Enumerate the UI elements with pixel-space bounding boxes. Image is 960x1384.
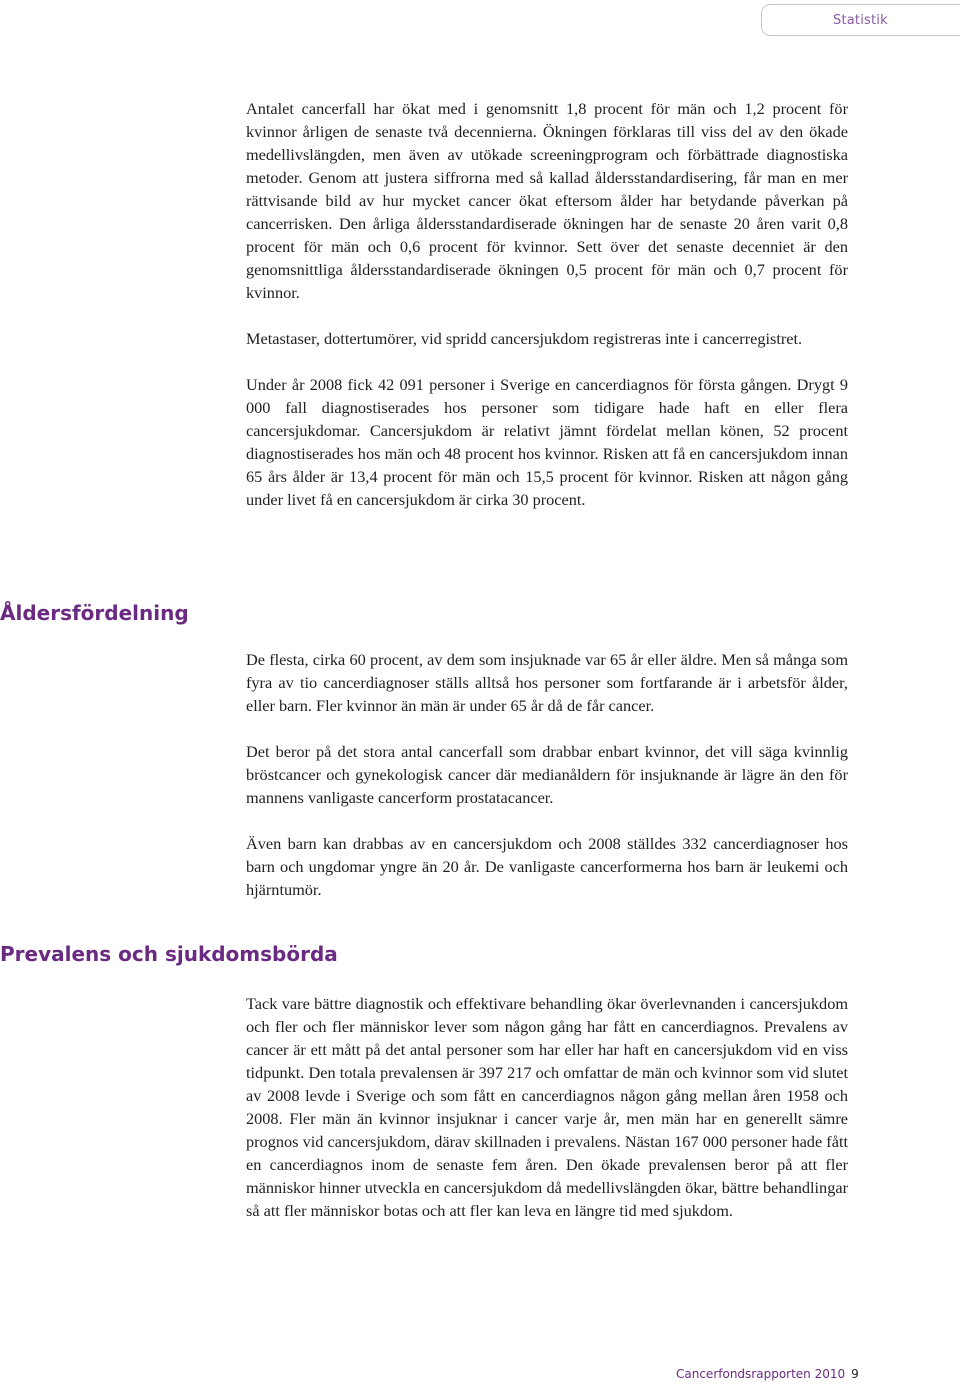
publication-title: Cancerfondsrapporten 2010 [676,1367,846,1381]
age-text [246,648,848,901]
section-tab-label: Statistik [833,13,888,28]
section-tab [761,4,960,36]
age-paragraph: Det beror på det stora antal cancerfall som drabbar enbart kvinnor, det vill säga kvinnlig bröstcancer och gynekologisk cancer där medianåldern för insjuknande är lägre än den för mannens vanligaste cancerform prostatacancer. [246,742,848,807]
age-paragraph: Även barn kan drabbas av en cancersjukdom och 2008 ställdes 332 cancerdiagnoser hos barn och ungdomar yngre än 20 år. De vanligaste cancerformerna hos barn är leukemi och hjärntumör. [246,834,848,899]
intro-paragraph: Metastaser, dottertumörer, vid spridd cancersjukdom registreras inte i cancerregistret. [246,329,803,348]
prevalence-paragraph: Tack vare bättre diagnostik och effektivare behandling ökar överlevnanden i cancersjukdom och fler och fler människor lever som någon gång har fått en cancerdiagnos. Prevalens av cancer är ett mått på det antal personer som har eller har haft en cancersjukdom vid en viss tidpunkt. Den totala prevalensen är 397 217 och omfattar de män och kvinnor som vid slutet av 2008 levde i Sverige och som fått en cancerdiagnos någon gång mellan åren 1958 och 2008. Fler män än kvinnor insjuknar i cancer varje år, men män har en generellt sämre prognos vid cancersjukdom, därav skillnaden i prevalens. Nästan 167 000 personer hade fått en cancerdiagnos inom de senaste fem åren. Den ökade prevalensen beror på att fler människor hinner utveckla en cancersjukdom då medellivslängden ökar, bättre behandlingar så att fler människor botas och att fler kan leva en längre tid med sjukdom. [246,994,848,1220]
prevalence-text [246,992,848,1222]
age-paragraph: De flesta, cirka 60 procent, av dem som insjuknade var 65 år eller äldre. Men så många som fyra av tio cancerdiagnoser ställs alltså hos personer som fortfarande är i arbetsför ålder, eller barn. Fler kvinnor än män är under 65 år då de får cancer. [246,650,848,715]
page-number: 9 [851,1367,859,1381]
intro-text [246,97,848,511]
intro-paragraph: Under år 2008 fick 42 091 personer i Sverige en cancerdiagnos för första gången. Drygt 9 000 fall diagnostiserades hos personer som tidigare hade haft en eller flera cancersjukdomar. Cancersjukdom är relativt jämnt fördelat mellan könen, 52 procent diagnostiserades hos män och 48 procent hos kvinnor. Risken att få en cancersjukdom innan 65 års ålder är 13,4 procent för män och 15,5 procent för kvinnor. Risken att någon gång under livet få en cancersjukdom är cirka 30 procent. [246,375,848,509]
section-heading-prevalence: Prevalens och sjukdomsbörda [0,942,338,966]
intro-paragraph: Antalet cancerfall har ökat med i genomsnitt 1,8 procent för män och 1,2 procent för kvinnor årligen de senaste två decennierna. Ökningen förklaras till viss del av den ökade medellivslängden, men även av utökade screeningprogram och förbättrade diagnostiska metoder. Genom att justera siffrorna med så kallad åldersstandardisering, får man en mer rättvisande bild av hur mycket cancer ökat eftersom ålder har betydande påverkan på cancerrisken. Den årliga åldersstandardiserade ökningen har de senaste 20 åren varit 0,8 procent för män och 0,6 procent för kvinnor. Sett över det senaste decenniet är den genomsnittliga åldersstandardiserade ökningen 0,5 procent för män och 0,7 procent för kvinnor. [246,99,848,302]
section-heading-age: Åldersfördelning [0,601,189,625]
page-footer [676,1367,859,1381]
